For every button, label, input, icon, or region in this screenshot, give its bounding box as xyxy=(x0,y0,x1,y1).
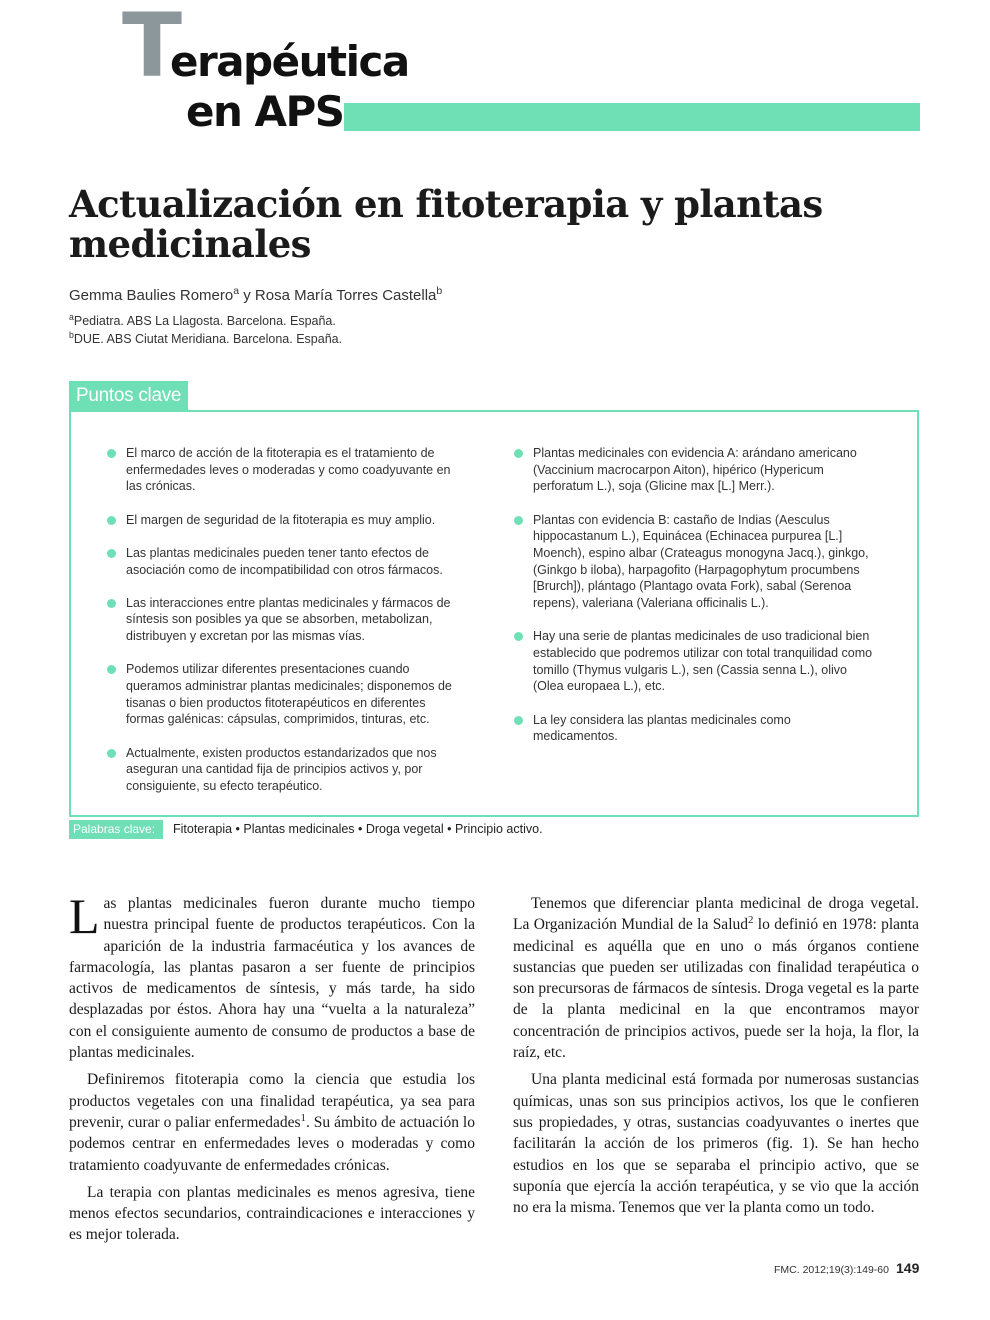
body-paragraph: La terapia con plantas medicinales es menos agresiva, tiene menos efectos secundarios, contraindicaciones e interacciones y es mejor tolerada. xyxy=(69,1183,475,1244)
bullet-icon xyxy=(107,749,116,758)
affiliation-a-mark: a xyxy=(69,311,74,322)
bullet-icon xyxy=(107,549,116,558)
section-header-subtitle: en APS xyxy=(186,87,344,136)
article-title: Actualización en fitoterapia y plantas medicinales xyxy=(69,182,823,266)
body-left-column xyxy=(69,888,475,1252)
bullet-icon xyxy=(107,599,116,608)
affiliation-b-text: DUE. ABS Ciutat Meridiana. Barcelona. España. xyxy=(73,332,343,346)
bullet-icon xyxy=(514,516,523,525)
keywords-text: Fitoterapia • Plantas medicinales • Droga vegetal • Principio activo. xyxy=(173,822,543,836)
drop-cap: L xyxy=(69,888,100,944)
section-header-title: erapéutica xyxy=(170,37,409,86)
bullet-icon xyxy=(514,449,523,458)
body-paragraph xyxy=(69,1069,475,1175)
paragraph-text: lo definió en 1978: planta medicinal es aquélla que en uno o más órganos contiene sustancias que pueden ser utilizadas con finalidad terapéutica o son precursoras de fármacos de síntesis. Droga vegetal es la parte de la planta medicinal en la que encontramos mayor concentración de principios activos, puede ser la hoja, la flor, la raíz, etc. xyxy=(513,916,919,1062)
reference-marker[interactable]: 1 xyxy=(300,1111,306,1124)
key-point-text: Las plantas medicinales pueden tener tanto efectos de asociación como de incompatibilidad con otros fármacos. xyxy=(126,545,443,577)
key-point-text: El margen de seguridad de la fitoterapia es muy amplio. xyxy=(126,512,436,527)
section-header-initial: T xyxy=(122,0,181,97)
keywords-tab xyxy=(69,820,163,839)
paragraph-text: Definiremos fitoterapia como la ciencia que estudia los productos vegetales con una finalidad terapéutica, ya sea para prevenir, curar o paliar enfermedades xyxy=(69,1071,475,1131)
author-1-affil: a xyxy=(233,285,240,297)
key-point-item xyxy=(107,445,467,495)
header-accent-bar xyxy=(344,103,920,131)
body-paragraph: Una planta medicinal está formada por numerosas sustancias químicas, unas son sus principios activos, los que le confieren sus propiedades, y otras, sustancias coadyuvantes o inertes que facilitarán la acción de los primeros (fig. 1). Se han hecho estudios en los que se separaba el principio activo, que se suponía que ejercía la acción terapéutica, y se vio que la acción no era la misma. Tenemos que ver la planta como un todo. xyxy=(513,1071,919,1217)
key-point-item xyxy=(514,712,878,745)
key-point-item xyxy=(514,512,878,612)
key-point-item xyxy=(107,595,467,645)
body-right-column xyxy=(513,893,919,1224)
key-points-tab xyxy=(69,381,188,411)
author-conjunction: y xyxy=(239,287,255,304)
bullet-icon xyxy=(514,632,523,641)
reference-marker[interactable]: 2 xyxy=(748,914,754,927)
key-point-text: Plantas con evidencia B: castaño de Indias (Aesculus hippocastanum L.), Equinácea (Echinacea purpurea [L.] Moench), espino albar (Crateagus monogyna Jacq.), ginkgo, (Ginkgo b iloba), harpagofito (Harpagophytum procumbens [Brurch]), plántago (Plantago ovata Fork), sabal (Serenoa repens), valeriana (Valeriana officinalis L.). xyxy=(533,512,869,611)
keywords-label: Palabras clave: xyxy=(73,822,156,836)
bullet-icon xyxy=(107,449,116,458)
footer-citation: FMC. 2012;19(3):149-60 xyxy=(774,1264,889,1276)
author-2-affil: b xyxy=(436,285,443,297)
author-2: Rosa María Torres Castella xyxy=(254,287,437,304)
key-point-text: Plantas medicinales con evidencia A: arándano americano (Vaccinium macrocarpon Aiton), hipérico (Hypericum perforatum L.), soja (Glicine max [L.] Merr.). xyxy=(533,446,857,494)
key-point-text: Podemos utilizar diferentes presentaciones cuando queramos administrar plantas medicinales; disponemos de tisanas o bien productos fitoterapéuticos en diferentes formas galénicas: cápsulas, comprimidos, tinturas, etc. xyxy=(126,662,452,727)
key-point-text: Hay una serie de plantas medicinales de uso tradicional bien establecido que podremos utilizar con total tranquilidad como tomillo (Thymus vulgaris L.), sen (Cassia senna L.), olivo (Olea europaea L.), etc. xyxy=(533,629,873,694)
key-point-item xyxy=(107,512,467,529)
body-paragraph xyxy=(513,893,919,1063)
key-points-heading: Puntos clave xyxy=(76,385,182,406)
key-point-item xyxy=(514,445,878,495)
paragraph-text: . Su ámbito de actuación lo podemos centrar en enfermedades leves o moderadas y como tratamiento coadyuvante de enfermedades crónicas. xyxy=(69,1113,475,1174)
key-point-item xyxy=(107,545,467,578)
key-point-text: Actualmente, existen productos estandarizados que nos aseguran una cantidad fija de principios activos y, por consiguiente, su efecto terapéutico. xyxy=(126,745,437,794)
key-points-right-column xyxy=(514,445,878,762)
affiliation-a xyxy=(69,311,336,328)
key-point-text: Las interacciones entre plantas medicinales y fármacos de síntesis son posibles ya que se absorben, metabolizan, distribuyen y excretan por las mismas vías. xyxy=(126,595,451,644)
key-points-left-column xyxy=(107,445,467,811)
key-point-item xyxy=(107,745,467,795)
key-point-item xyxy=(514,628,878,695)
key-point-text: El marco de acción de la fitoterapia es el tratamiento de enfermedades leves o moderadas y como coadyuvante en las crónicas. xyxy=(126,446,451,494)
author-1: Gemma Baulies Romero xyxy=(69,287,234,304)
body-paragraph xyxy=(69,888,475,1063)
page-number: 149 xyxy=(896,1260,920,1276)
bullet-icon xyxy=(514,716,523,725)
paragraph-text: as plantas medicinales fueron durante mucho tiempo nuestra principal fuente de productos terapéuticos. Con la aparición de la industria farmacéutica y los avances de farmacología, las plantas pasaron a ser fuente de principios activos de medicamentos de síntesis, y más tarde, ha sido desplazadas por éstos. Ahora hay una “vuelta a la naturaleza” con el consiguiente aumento de consumo de productos a base de plantas medicinales. xyxy=(69,895,475,1062)
bullet-icon xyxy=(107,516,116,525)
key-point-item xyxy=(107,661,467,728)
key-point-text: La ley considera las plantas medicinales como medicamentos. xyxy=(533,712,791,744)
bullet-icon xyxy=(107,665,116,674)
author-line xyxy=(69,287,442,304)
affiliation-b-mark: b xyxy=(69,329,74,340)
affiliation-b xyxy=(69,329,343,346)
paragraph-text: Tenemos que diferenciar planta medicinal de droga vegetal. La Organización Mundial de la Salud xyxy=(513,895,919,934)
affiliation-a-text: Pediatra. ABS La Llagosta. Barcelona. España. xyxy=(73,314,336,328)
